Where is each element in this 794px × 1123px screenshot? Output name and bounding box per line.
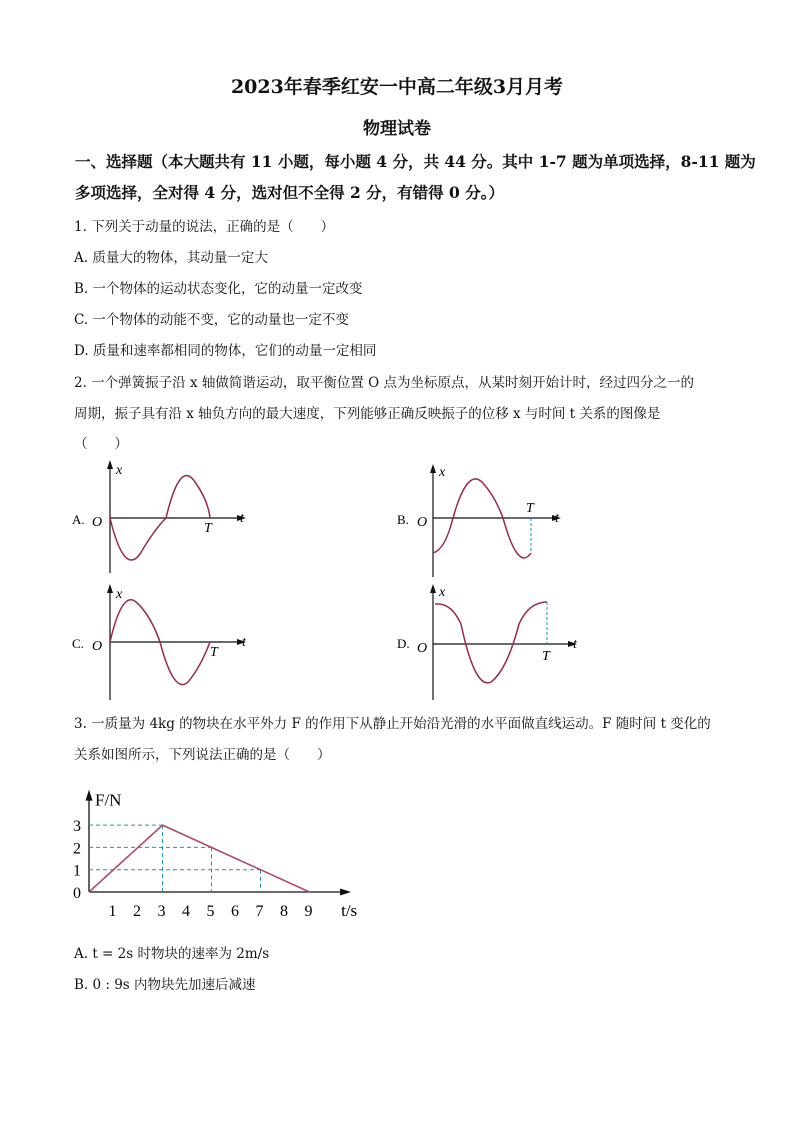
chart-x-tick-2: 2 xyxy=(133,903,141,920)
graph-d-origin: O xyxy=(417,641,428,656)
q2-stem-line1: 2. 一个弹簧振子沿 x 轴做简谐运动，取平衡位置 O 点为坐标原点，从某时刻开始计时，经过四分之一的 xyxy=(74,375,695,391)
chart-y-tick-0: 0 xyxy=(73,885,81,902)
graph-a-y-arrow xyxy=(107,460,113,469)
section-heading-line1: 一、选择题（本大题共有 11 小题，每小题 4 分，共 44 分。其中 1-7 题为单项选择，8-11 题为 xyxy=(75,152,756,171)
graph-a-x-label: t xyxy=(240,511,244,526)
graph-b-label: B. xyxy=(397,512,409,527)
chart-x-tick-8: 8 xyxy=(280,903,288,920)
chart-force-line xyxy=(89,825,310,892)
graph-a xyxy=(70,458,260,578)
graph-d-y-arrow xyxy=(430,584,436,593)
q1-stem: 1. 下列关于动量的说法，正确的是（ ） xyxy=(74,219,335,235)
graph-a-period: T xyxy=(204,521,212,536)
section-heading-line2: 多项选择，全对得 4 分，选对但不全得 2 分，有错得 0 分。） xyxy=(75,183,504,202)
chart-y-tick-2: 2 xyxy=(73,840,81,858)
graph-b xyxy=(395,462,585,582)
chart-y-tick-3: 3 xyxy=(73,818,81,836)
q3-option-b: B. 0 : 9s 内物块先加速后减速 xyxy=(74,977,256,993)
graph-a-y-label: x xyxy=(116,463,123,478)
q1-option-d: D. 质量和速率都相同的物体，它们的动量一定相同 xyxy=(74,343,377,359)
chart-x-tick-5: 5 xyxy=(206,903,215,920)
graph-a-origin: O xyxy=(92,515,103,530)
chart-y-arrow xyxy=(86,790,93,801)
exam-title: 2023年春季红安一中高二年级3月月考 xyxy=(230,76,564,98)
q3-stem-line1: 3. 一质量为 4kg 的物块在水平外力 F 的作用下从静止开始沿光滑的水平面做直线运动。F 随时间 t 变化的 xyxy=(74,716,711,732)
graph-c-y-label: x xyxy=(116,587,123,602)
graph-d-x-label: t xyxy=(573,637,577,652)
chart-x-tick-6: 6 xyxy=(231,903,239,920)
graph-c-label: C. xyxy=(72,636,84,651)
q1-option-c: C. 一个物体的动能不变，它的动量也一定不变 xyxy=(74,312,349,328)
chart-x-tick-4: 4 xyxy=(182,903,190,920)
graph-b-origin: O xyxy=(417,515,428,530)
q2-stem-line2: 周期，振子具有沿 x 轴负方向的最大速度，下列能够正确反映振子的位移 x 与时间 t 关系的图像是 xyxy=(74,406,661,422)
graph-d-y-label: x xyxy=(439,585,446,600)
graph-c-period: T xyxy=(210,645,218,660)
q1-option-a: A. 质量大的物体，其动量一定大 xyxy=(74,250,268,266)
graph-b-period: T xyxy=(526,501,534,516)
graph-c-origin: O xyxy=(92,639,103,654)
graph-c-x-label: t xyxy=(242,635,246,650)
chart-x-label: t/s xyxy=(341,901,358,920)
graph-b-x-label: t xyxy=(555,511,559,526)
graph-d-curve xyxy=(435,602,547,683)
chart-y-tick-1: 1 xyxy=(73,862,81,880)
force-time-chart xyxy=(60,775,370,920)
q3-stem-line2: 关系如图所示，下列说法正确的是（ ） xyxy=(74,747,331,763)
chart-x-tick-3: 3 xyxy=(157,903,166,920)
graph-d-period: T xyxy=(542,649,550,664)
exam-subtitle: 物理试卷 xyxy=(363,119,431,139)
graph-c-y-arrow xyxy=(107,584,113,593)
graph-b-y-label: x xyxy=(439,465,446,480)
q2-stem-line3: （ ） xyxy=(74,436,128,452)
chart-x-tick-9: 9 xyxy=(304,903,313,920)
graph-d-label: D. xyxy=(397,636,410,651)
graph-b-y-arrow xyxy=(430,464,436,473)
chart-y-label: F/N xyxy=(95,790,122,810)
graph-c xyxy=(70,582,260,702)
chart-x-tick-7: 7 xyxy=(255,903,264,920)
graph-d xyxy=(395,582,585,702)
graph-a-label: A. xyxy=(72,512,85,527)
chart-x-arrow xyxy=(340,889,351,896)
q1-option-b: B. 一个物体的运动状态变化，它的动量一定改变 xyxy=(74,281,363,297)
chart-x-tick-1: 1 xyxy=(108,903,117,920)
q3-option-a: A. t = 2s 时物块的速率为 2m/s xyxy=(74,946,270,962)
